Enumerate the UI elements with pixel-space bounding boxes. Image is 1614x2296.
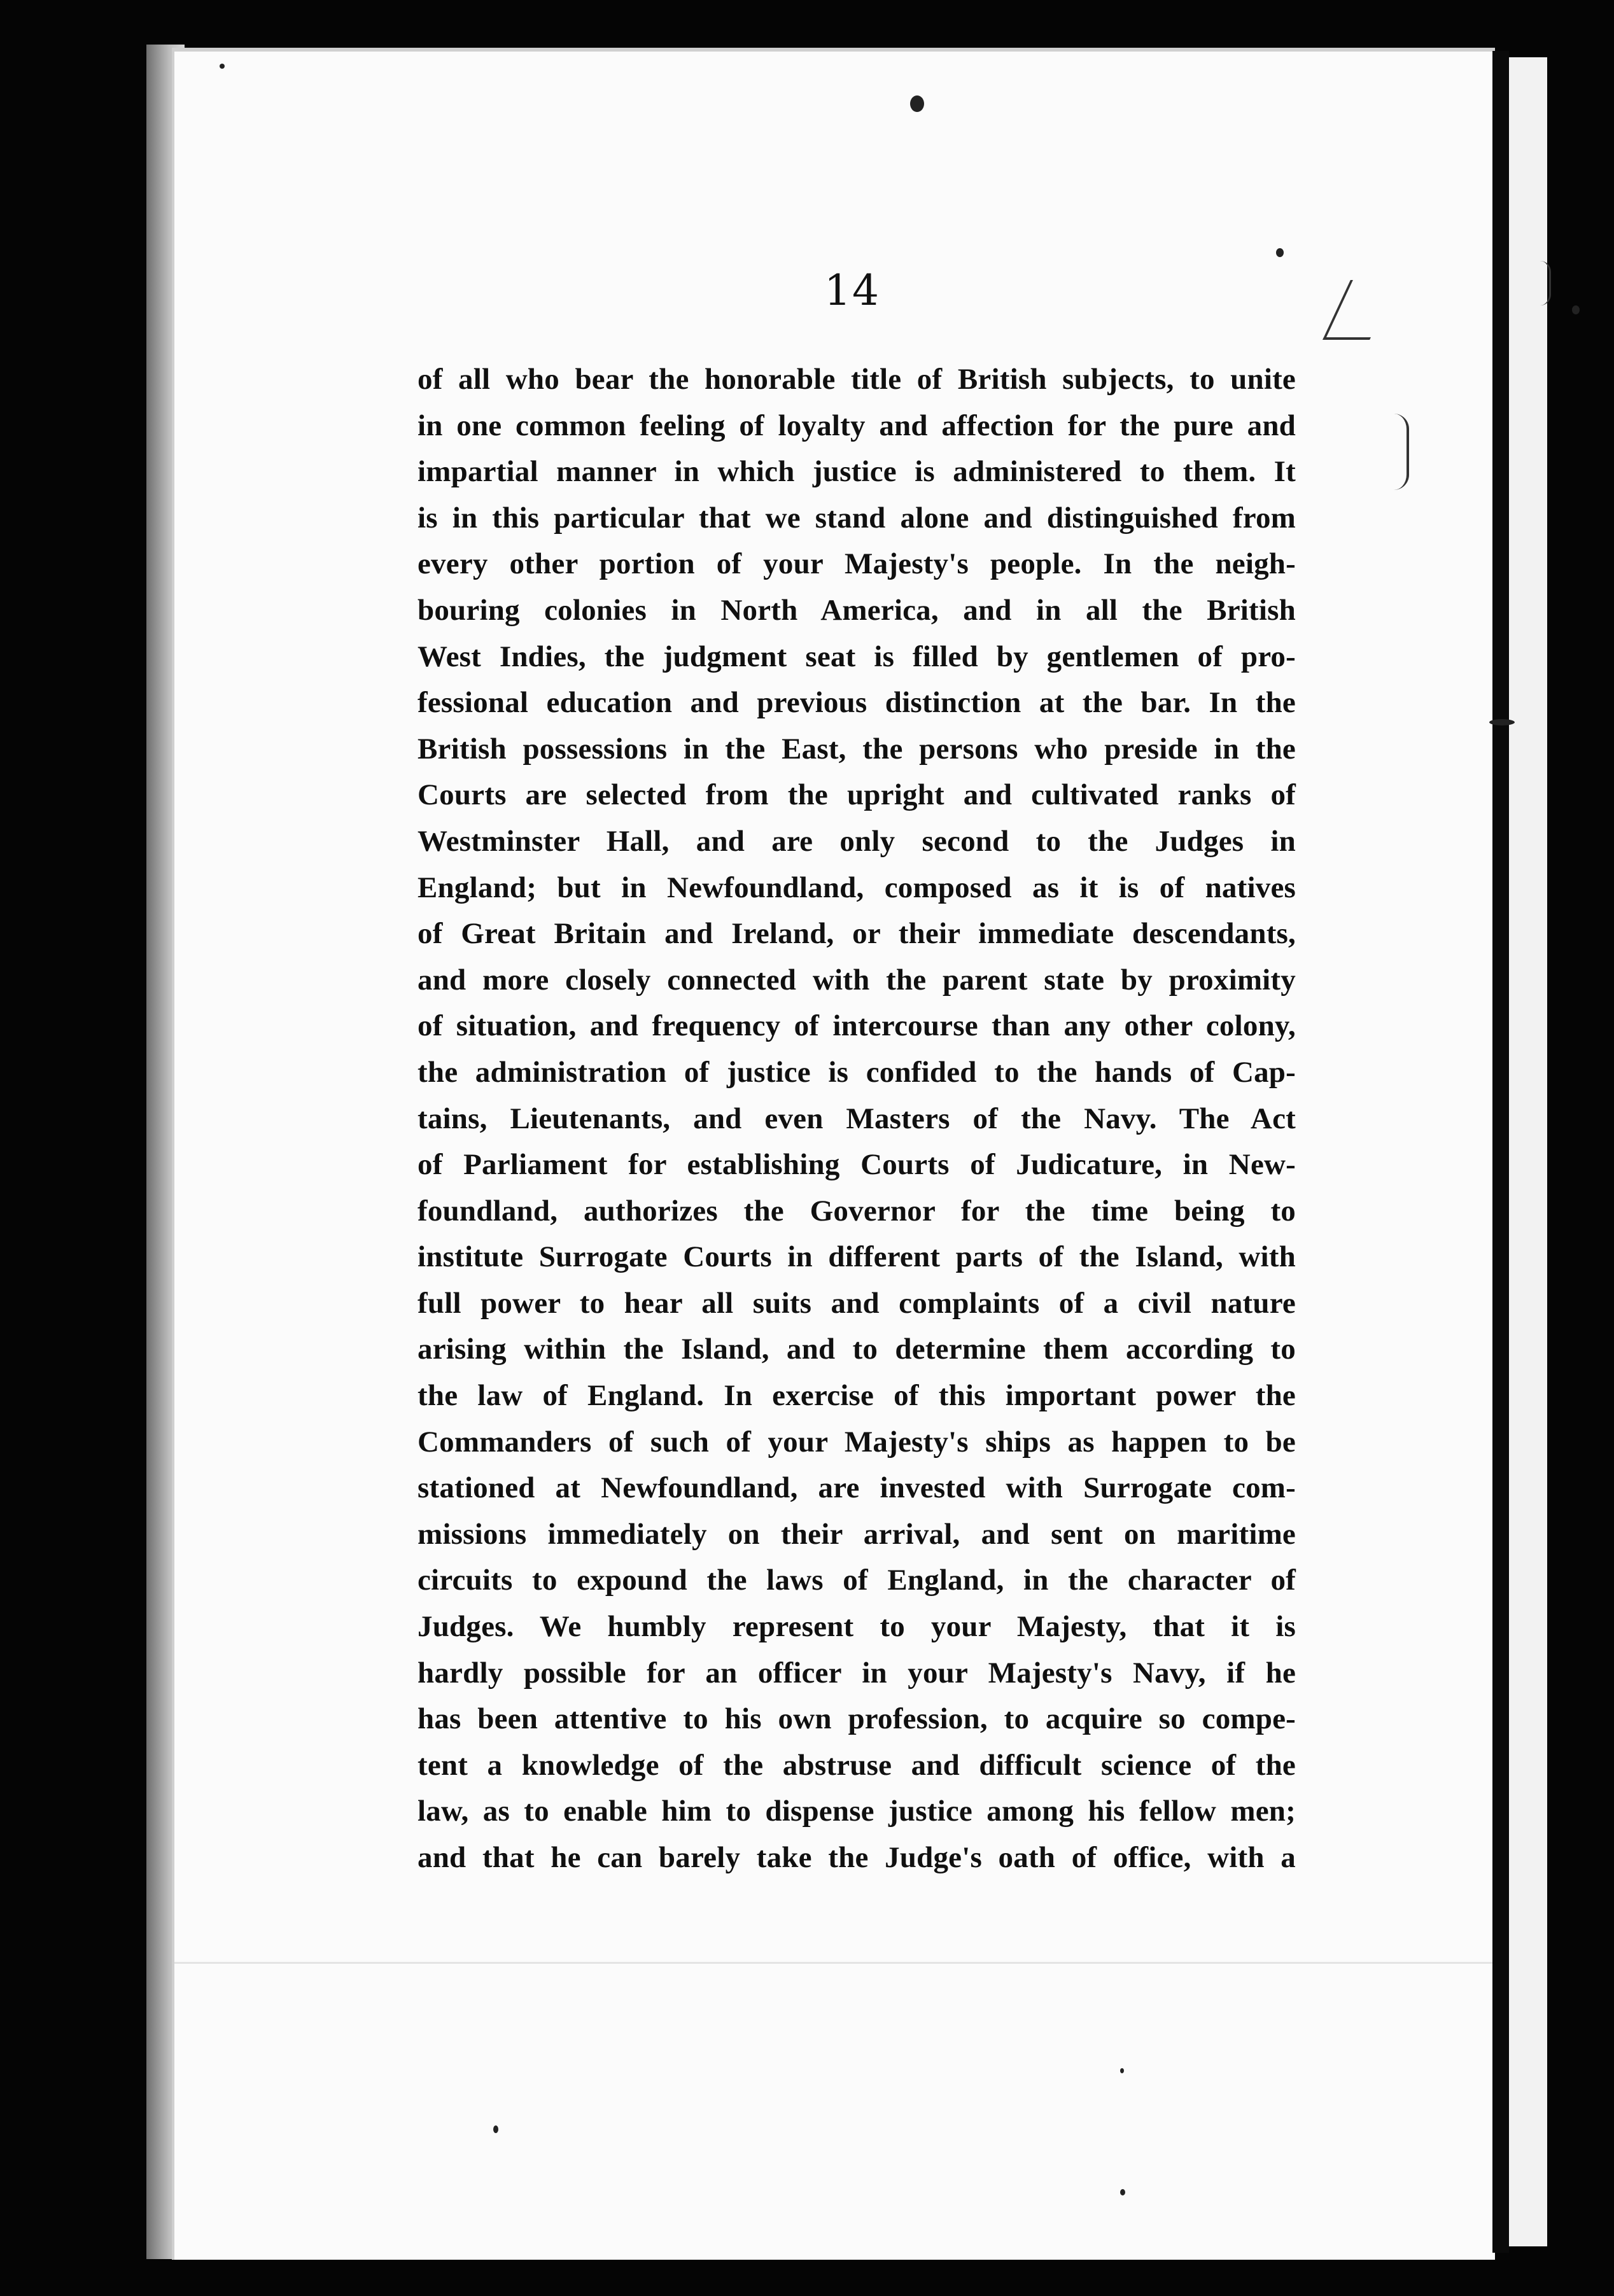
text-line: is in this particular that we stand alone and distinguished from <box>418 501 1296 535</box>
text-line: circuits to expound the laws of England, in the character of <box>418 1564 1296 1597</box>
ink-speck <box>1120 2068 1124 2073</box>
ink-speck <box>220 64 225 69</box>
ink-speck <box>1276 248 1284 257</box>
text-line: institute Surrogate Courts in different parts of the Island, with <box>418 1240 1296 1274</box>
text-line: stationed at Newfoundland, are invested with Surrogate com- <box>418 1471 1296 1505</box>
text-line: foundland, authorizes the Governor for the time being to <box>418 1194 1296 1228</box>
ink-speck <box>1120 2189 1125 2195</box>
text-line: arising within the Island, and to determine them according to <box>418 1333 1296 1366</box>
text-line: full power to hear all suits and complaints of a civil nature <box>418 1286 1296 1320</box>
text-line: in one common feeling of loyalty and affection for the pure and <box>418 409 1296 442</box>
ink-speck <box>1572 305 1580 314</box>
text-line: of situation, and frequency of intercourse than any other colony, <box>418 1009 1296 1043</box>
margin-pencil-mark <box>1540 261 1551 305</box>
margin-pencil-mark <box>1394 414 1409 490</box>
text-line: Westminster Hall, and are only second to the Judges in <box>418 824 1296 858</box>
text-line: of Great Britain and Ireland, or their immediate descendants, <box>418 917 1296 951</box>
text-line: tent a knowledge of the abstruse and difficult science of the <box>418 1748 1296 1782</box>
binding-edge <box>1492 51 1509 2253</box>
text-line: every other portion of your Majesty's people. In the neigh- <box>418 547 1296 581</box>
ink-speck <box>1489 719 1515 725</box>
text-line: hardly possible for an officer in your Majesty's Navy, if he <box>418 1656 1296 1690</box>
text-line: and that he can barely take the Judge's oath of office, with a <box>418 1841 1296 1874</box>
text-line: British possessions in the East, the persons who preside in the <box>418 732 1296 766</box>
text-line: tains, Lieutenants, and even Masters of the Navy. The Act <box>418 1102 1296 1135</box>
text-line: and more closely connected with the parent state by proximity <box>418 963 1296 997</box>
text-line: West Indies, the judgment seat is filled by gentlemen of pro- <box>418 640 1296 673</box>
text-line: impartial manner in which justice is administered to them. It <box>418 455 1296 489</box>
ink-speck <box>493 2125 498 2133</box>
text-line: law, as to enable him to dispense justice among his fellow men; <box>418 1795 1296 1828</box>
facing-page-edge <box>1509 57 1547 2246</box>
text-line: Judges. We humbly represent to your Majesty, that it is <box>418 1610 1296 1644</box>
text-line: Courts are selected from the upright and cultivated ranks of <box>418 778 1296 812</box>
text-line: missions immediately on their arrival, and sent on maritime <box>418 1517 1296 1551</box>
ink-speck <box>910 95 924 112</box>
text-line: England; but in Newfoundland, composed as it is of natives <box>418 871 1296 904</box>
body-text <box>418 356 1296 1881</box>
text-line: of all who bear the honorable title of British subjects, to unite <box>418 363 1296 396</box>
text-line: fessional education and previous distinction at the bar. In the <box>418 686 1296 720</box>
text-line: of Parliament for establishing Courts of Judicature, in New- <box>418 1148 1296 1182</box>
text-line: the administration of justice is confided to the hands of Cap- <box>418 1055 1296 1089</box>
text-line: bouring colonies in North America, and in all the British <box>418 593 1296 627</box>
page-number: 14 <box>824 266 880 315</box>
text-line: Commanders of such of your Majesty's ships as happen to be <box>418 1425 1296 1459</box>
text-line: has been attentive to his own profession, to acquire so compe- <box>418 1702 1296 1736</box>
page-fold-line <box>174 1962 1495 1964</box>
text-line: the law of England. In exercise of this important power the <box>418 1379 1296 1413</box>
